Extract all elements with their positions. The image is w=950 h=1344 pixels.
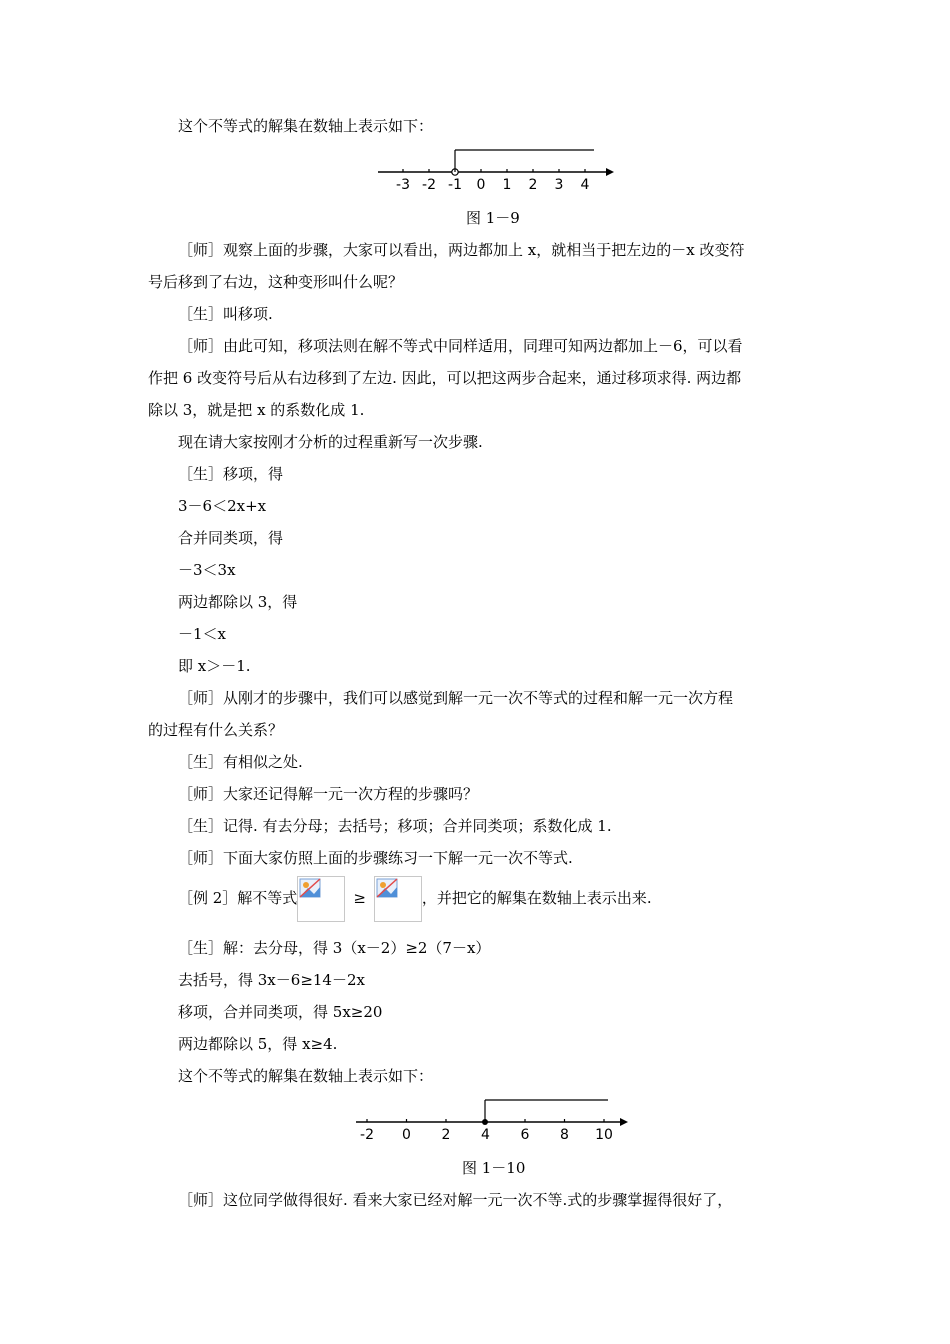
tick-label: 2: [441, 1127, 451, 1143]
paragraph: 这个不等式的解集在数轴上表示如下：: [178, 117, 434, 135]
paragraph: ［师］这位同学做得很好. 看来大家已经对解一元一次不等.式的步骤掌握得很好了，: [178, 1191, 733, 1209]
equation: －1＜x: [178, 625, 227, 643]
paragraph: ［生］移项，得: [178, 465, 284, 483]
paragraph: ［师］从刚才的步骤中，我们可以感觉到解一元一次不等式的过程和解一元一次方程: [178, 689, 734, 707]
paragraph: 两边都除以 3，得: [178, 593, 298, 611]
paragraph: ［生］叫移项.: [178, 305, 273, 323]
broken-image-icon: [374, 876, 422, 922]
ge-symbol: ≥: [353, 889, 366, 907]
paragraph: 现在请大家按刚才分析的过程重新写一次步骤.: [178, 433, 483, 451]
paragraph: 号后移到了右边，这种变形叫什么呢？: [148, 273, 404, 291]
equation: 3－6＜2x+x: [178, 497, 267, 515]
tick-label: 0: [402, 1127, 411, 1143]
figure-caption: 图 1－9: [466, 209, 520, 227]
paragraph: ［师］大家还记得解一元一次方程的步骤吗？: [178, 785, 479, 803]
paragraph: ［师］下面大家仿照上面的步骤练习一下解一元一次不等式.: [178, 849, 573, 867]
number-line-1: [370, 140, 620, 198]
tick-label: 2: [528, 177, 538, 193]
tick-label: 8: [560, 1127, 569, 1143]
example-2: [178, 874, 652, 922]
paragraph: ［师］由此可知，移项法则在解不等式中同样适用，同理可知两边都加上－6，可以看: [178, 337, 743, 355]
tick-label: 6: [520, 1127, 530, 1143]
tick-label: -3: [396, 177, 410, 193]
equation: 移项，合并同类项，得 5x≥20: [178, 1003, 383, 1021]
tick-label: 1: [502, 177, 512, 193]
example-text: ，并把它的解集在数轴上表示出来.: [421, 889, 652, 907]
paragraph: ［生］解：去分母，得 3（x－2）≥2（7－x）: [178, 939, 491, 957]
figure-caption: 图 1－10: [462, 1159, 526, 1177]
paragraph: 作把 6 改变符号后从右边移到了左边. 因此，可以把这两步合起来，通过移项求得. 两边都: [148, 369, 742, 387]
tick-label: 4: [481, 1127, 490, 1143]
paragraph: 的过程有什么关系？: [148, 721, 284, 739]
equation: －3＜3x: [178, 561, 236, 579]
tick-label: 3: [554, 177, 564, 193]
equation: 去括号，得 3x－6≥14－2x: [178, 971, 365, 989]
broken-image-icon: [297, 876, 345, 922]
tick-label: 10: [595, 1127, 613, 1143]
equation: 即 x＞－1.: [178, 657, 251, 675]
equation: 两边都除以 5，得 x≥4.: [178, 1035, 338, 1053]
paragraph: 除以 3，就是把 x 的系数化成 1.: [148, 401, 365, 419]
tick-label: -2: [360, 1127, 374, 1143]
number-line-2: [350, 1090, 640, 1146]
paragraph: ［生］有相似之处.: [178, 753, 303, 771]
paragraph: 这个不等式的解集在数轴上表示如下：: [178, 1067, 434, 1085]
tick-label: -2: [422, 177, 436, 193]
example-label: ［例 2］解不等式: [178, 889, 298, 907]
paragraph: ［师］观察上面的步骤，大家可以看出，两边都加上 x，就相当于把左边的－x 改变符: [178, 241, 745, 259]
tick-label: 4: [580, 177, 590, 193]
paragraph: ［生］记得. 有去分母；去括号；移项；合并同类项；系数化成 1.: [178, 817, 612, 835]
tick-label: 0: [476, 177, 486, 193]
paragraph: 合并同类项，得: [178, 529, 284, 547]
tick-label: -1: [448, 177, 462, 193]
